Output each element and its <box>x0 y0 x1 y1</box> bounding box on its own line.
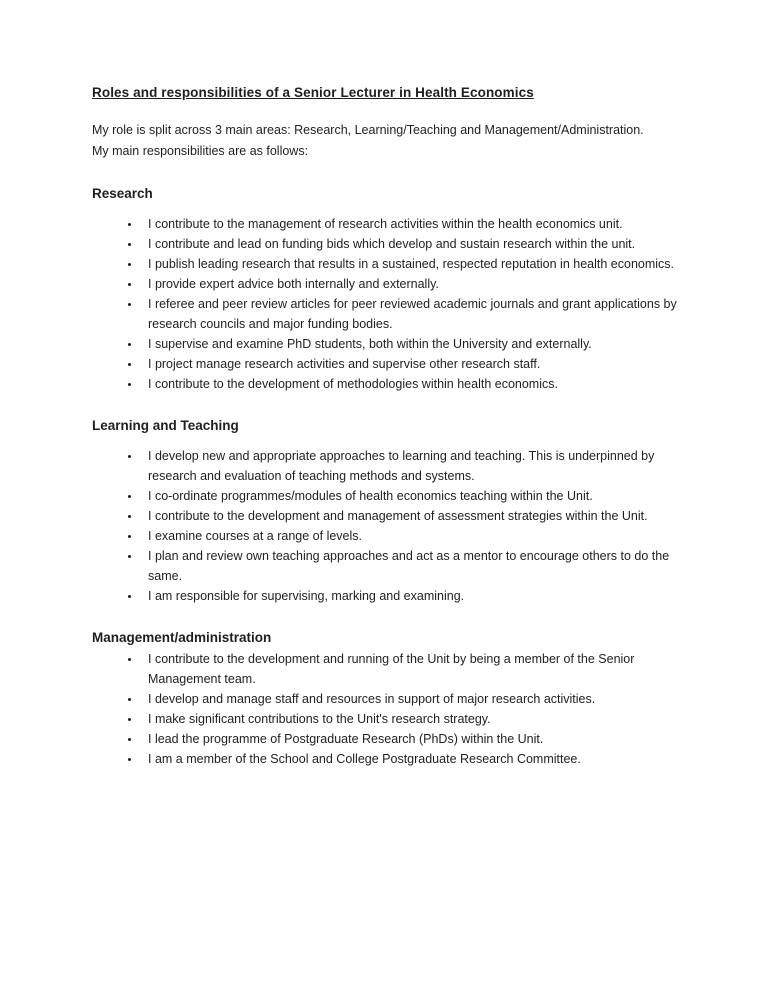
learning-teaching-bullet-list <box>92 446 678 606</box>
bullet-item: • I provide expert advice both internally and externally. <box>141 274 678 294</box>
bullet-item: • I make significant contributions to the Unit's research strategy. <box>141 709 678 729</box>
bullet-item: • I contribute to the development and running of the Unit by being a member of the Senior Management team. <box>141 649 678 689</box>
bullet-item: • I lead the programme of Postgraduate Research (PhDs) within the Unit. <box>141 729 678 749</box>
bullet-item: • I examine courses at a range of levels. <box>141 526 678 546</box>
bullet-item: • I am responsible for supervising, marking and examining. <box>141 586 678 606</box>
section-heading-research: Research <box>92 186 153 201</box>
bullet-item: • I project manage research activities and supervise other research staff. <box>141 354 678 374</box>
bullet-item: • I am a member of the School and College Postgraduate Research Committee. <box>141 749 678 769</box>
bullet-item: • I publish leading research that results in a sustained, respected reputation in health economics. <box>141 254 678 274</box>
intro-paragraph <box>92 120 678 162</box>
management-administration-bullet-list <box>92 649 678 769</box>
bullet-item: • I develop and manage staff and resources in support of major research activities. <box>141 689 678 709</box>
bullet-item: • I contribute to the development of methodologies within health economics. <box>141 374 678 394</box>
section-heading-learning-teaching: Learning and Teaching <box>92 418 239 433</box>
bullet-item: • I contribute and lead on funding bids which develop and sustain research within the unit. <box>141 234 678 254</box>
page-title: Roles and responsibilities of a Senior Lecturer in Health Economics <box>92 85 534 100</box>
bullet-item: • I contribute to the development and management of assessment strategies within the Unit. <box>141 506 678 526</box>
intro-line-2: My main responsibilities are as follows: <box>92 144 309 158</box>
section-heading-management-administration: Management/administration <box>92 630 272 645</box>
bullet-item: • I co-ordinate programmes/modules of health economics teaching within the Unit. <box>141 486 678 506</box>
bullet-item: • I plan and review own teaching approaches and act as a mentor to encourage others to do the same. <box>141 546 678 586</box>
bullet-item: • I contribute to the management of research activities within the health economics unit. <box>141 214 678 234</box>
bullet-item: • I develop new and appropriate approaches to learning and teaching. This is underpinned by research and evaluation of teaching methods and systems. <box>141 446 678 486</box>
intro-line-1: My role is split across 3 main areas: Research, Learning/Teaching and Management/Administration. <box>92 123 644 137</box>
bullet-item: • I referee and peer review articles for peer reviewed academic journals and grant applications by research councils and major funding bodies. <box>141 294 678 334</box>
research-bullet-list <box>92 214 678 394</box>
bullet-item: • I supervise and examine PhD students, both within the University and externally. <box>141 334 678 354</box>
